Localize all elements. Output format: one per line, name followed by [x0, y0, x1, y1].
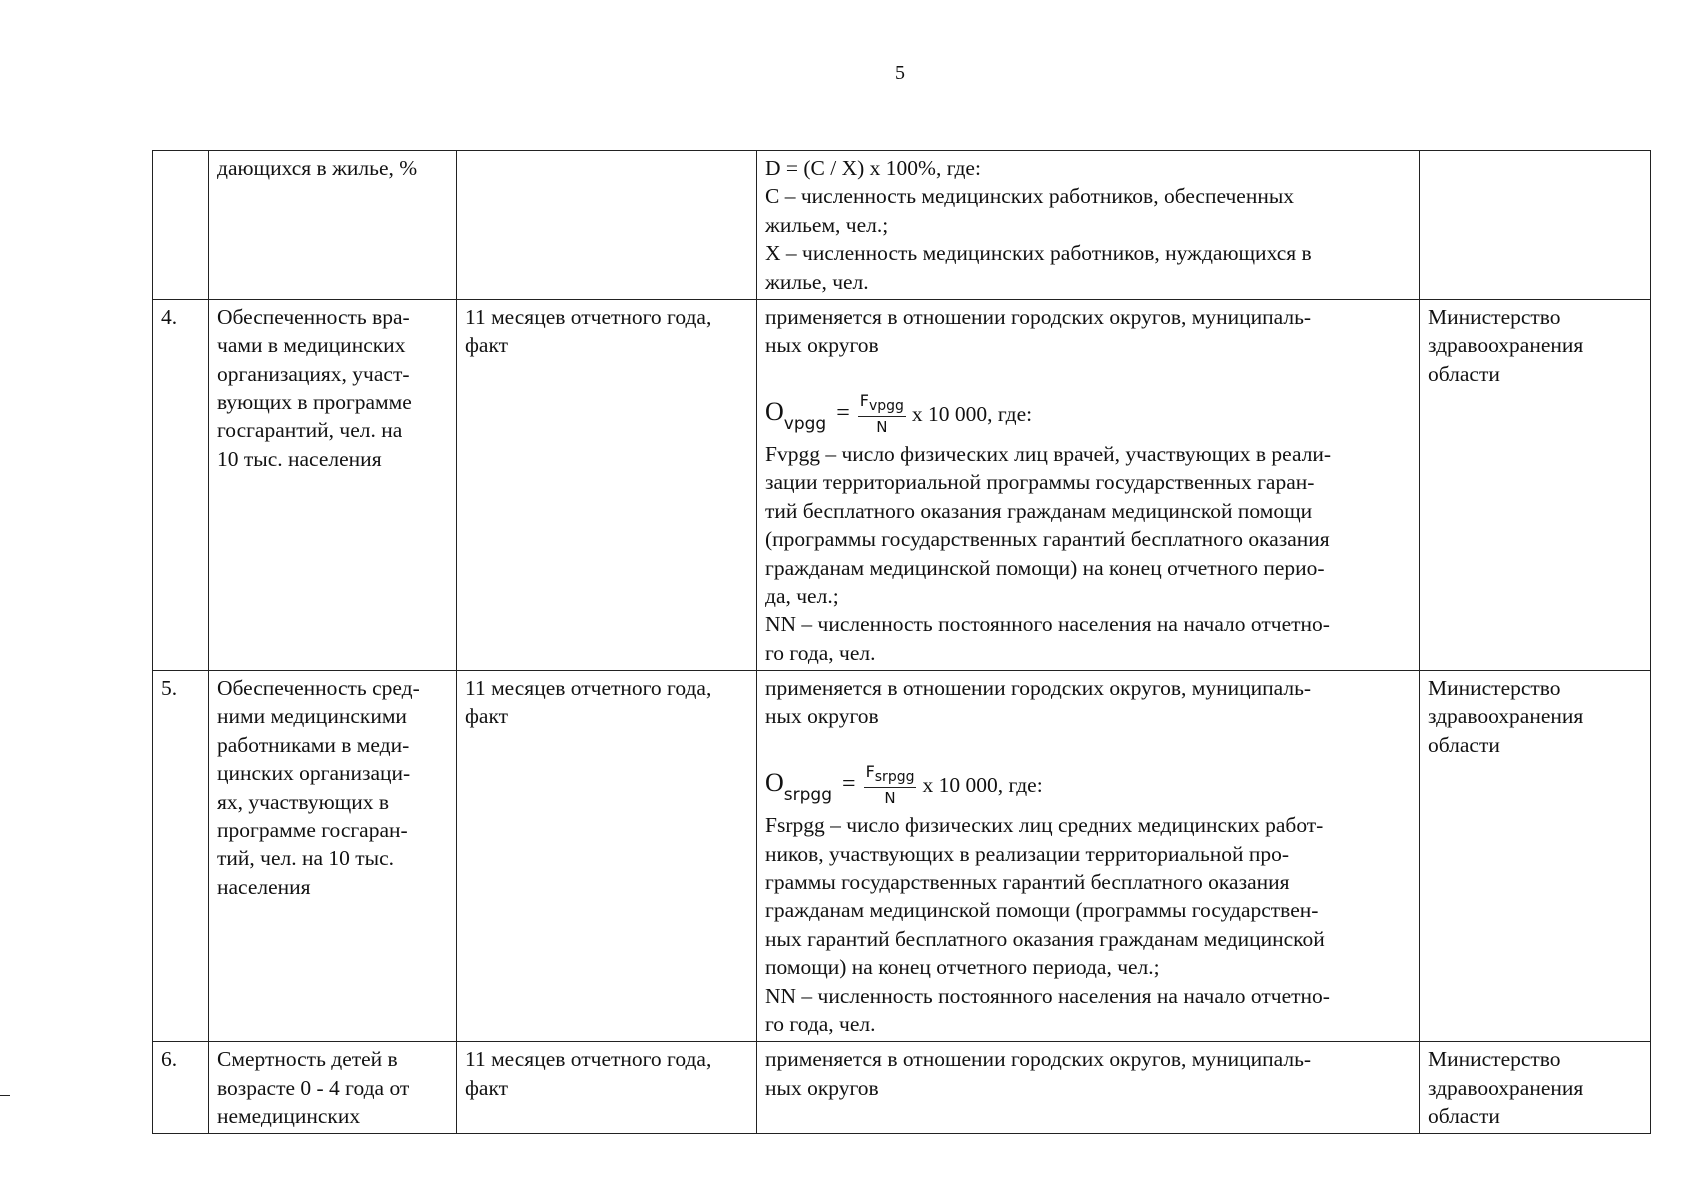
period-line: факт — [465, 704, 509, 729]
indicator-name-line: Обеспеченность вра- — [217, 304, 410, 329]
responsible-line: области — [1428, 732, 1500, 757]
indicator-name-line: вующих в программе — [217, 390, 412, 414]
formula-fraction — [858, 390, 906, 438]
indicator-name-cell — [209, 299, 457, 670]
period-cell — [457, 1042, 757, 1134]
formula-lhs: $O_{vpgg}$ — [765, 397, 827, 435]
indicator-name-line: 10 тыс. населения — [217, 446, 382, 471]
period-line: 11 месяцев отчетного года, — [465, 676, 712, 701]
responsible-cell — [1420, 671, 1651, 1042]
indicator-name-line: цинских организаци- — [217, 761, 411, 786]
fraction-denominator: N — [884, 789, 896, 808]
indicator-name-line: тий, чел. на 10 тыс. — [217, 846, 395, 871]
indicator-name-line: работниками в меди- — [217, 732, 410, 757]
method-line: жильем, чел.; — [765, 212, 889, 237]
method-line: помощи) на конец отчетного периода, чел.; — [765, 955, 1160, 980]
indicator-name-line: чами в медицинских — [217, 333, 406, 358]
method-line: NN – численность постоянного населения на начало отчетно- — [765, 983, 1330, 1008]
period-line: факт — [465, 1075, 509, 1100]
method-line: NN – численность постоянного населения на начало отчетно- — [765, 612, 1330, 637]
responsible-cell — [1420, 1042, 1651, 1134]
row-number: 6. — [161, 1047, 178, 1072]
responsible-cell — [1420, 151, 1651, 300]
fraction-bar — [858, 416, 906, 417]
method-line: X – численность медицинских работников, нуждающихся в — [765, 241, 1312, 266]
method-line: D = (C / X) x 100%, где: — [765, 156, 981, 180]
method-line: ников, участвующих в реализации территориальной про- — [765, 841, 1290, 866]
indicator-name-line: Обеспеченность сред- — [217, 676, 420, 701]
period-cell — [457, 299, 757, 670]
method-intro-line: применяется в отношении городских округов, муниципаль- — [765, 676, 1312, 701]
method-line: Fsrpgg – число физических лиц средних медицинских работ- — [765, 813, 1324, 838]
method-line: го года, чел. — [765, 640, 876, 665]
indicator-name-line: программе госгаран- — [217, 817, 408, 842]
indicator-name-line: немедицинских — [217, 1104, 361, 1129]
method-line: C – численность медицинских работников, обеспеченных — [765, 184, 1295, 209]
method-intro-line: применяется в отношении городских округов, муниципаль- — [765, 304, 1312, 329]
method-intro-line: ных округов — [765, 704, 879, 729]
formula-vpgg — [765, 390, 1411, 438]
fraction-denominator: N — [876, 418, 888, 437]
page-number: 5 — [895, 62, 905, 84]
row-number: 4. — [161, 304, 178, 329]
period-line: 11 месяцев отчетного года, — [465, 1047, 712, 1072]
method-cell — [757, 1042, 1420, 1134]
period-cell — [457, 671, 757, 1042]
row-number-cell — [153, 299, 209, 670]
responsible-line: здравоохранения — [1428, 333, 1584, 358]
method-line: да, чел.; — [765, 583, 839, 608]
method-line: зации территориальной программы государственных гаран- — [765, 470, 1315, 495]
responsible-line: области — [1428, 1104, 1500, 1129]
indicator-name-line: Смертность детей в — [217, 1047, 398, 1072]
row-number-cell — [153, 671, 209, 1042]
fraction-bar — [864, 787, 917, 788]
method-line: го года, чел. — [765, 1011, 876, 1036]
formula-tail: x 10 000, где: — [922, 772, 1043, 797]
period-line: факт — [465, 333, 509, 358]
responsible-line: Министерство — [1428, 676, 1561, 701]
row-number-cell — [153, 151, 209, 300]
table-row — [153, 671, 1651, 1042]
fraction-numerator: $F_{srpgg}$ — [865, 761, 915, 786]
period-line: 11 месяцев отчетного года, — [465, 304, 712, 329]
margin-mark — [0, 1095, 10, 1096]
row-number: 5. — [161, 676, 178, 701]
fraction-numerator: $F_{vpgg}$ — [859, 390, 904, 414]
period-cell — [457, 151, 757, 300]
formula-equals: = — [842, 771, 856, 798]
responsible-line: здравоохранения — [1428, 704, 1584, 729]
responsible-line: области — [1428, 361, 1500, 386]
indicator-name-line: возрасте 0 - 4 года от — [217, 1075, 410, 1100]
indicator-name-line: госгарантий, чел. на — [217, 418, 403, 443]
method-line: Fvpgg – число физических лиц врачей, участвующих в реали- — [765, 442, 1332, 467]
formula-srpgg — [765, 761, 1411, 809]
formula-fraction — [864, 761, 917, 809]
method-cell — [757, 299, 1420, 670]
indicator-name-line: дающихся в жилье, % — [217, 156, 418, 180]
formula-lhs: $O_{srpgg}$ — [765, 768, 833, 806]
row-number-cell — [153, 1042, 209, 1134]
method-cell — [757, 671, 1420, 1042]
method-line: граммы государственных гарантий бесплатного оказания — [765, 870, 1290, 895]
method-intro-line: применяется в отношении городских округов, муниципаль- — [765, 1047, 1312, 1072]
table-row — [153, 299, 1651, 670]
indicator-name-cell — [209, 151, 457, 300]
method-cell — [757, 151, 1420, 300]
indicator-name-line: ях, участвующих в — [217, 789, 389, 814]
method-line: гражданам медицинской помощи (программы государствен- — [765, 898, 1319, 923]
method-intro-line: ных округов — [765, 333, 879, 358]
method-line: (программы государственных гарантий бесплатного оказания — [765, 527, 1330, 552]
formula-equals: = — [836, 400, 850, 427]
responsible-line: Министерство — [1428, 1047, 1561, 1072]
formula-tail: x 10 000, где: — [911, 401, 1033, 426]
responsible-line: Министерство — [1428, 304, 1561, 329]
table-row — [153, 1042, 1651, 1134]
method-line: гражданам медицинской помощи) на конец отчетного перио- — [765, 555, 1325, 580]
method-line: жилье, чел. — [765, 269, 869, 294]
indicators-table — [152, 150, 1651, 1134]
indicator-name-cell — [209, 1042, 457, 1134]
method-intro-line: ных округов — [765, 1075, 879, 1100]
indicator-name-line: населения — [217, 874, 311, 899]
table-row — [153, 151, 1651, 300]
indicator-name-line: организациях, участ- — [217, 361, 410, 386]
method-line: ных гарантий бесплатного оказания гражданам медицинской — [765, 926, 1325, 951]
method-line: тий бесплатного оказания гражданам медицинской помощи — [765, 498, 1313, 523]
responsible-cell — [1420, 299, 1651, 670]
indicator-name-cell — [209, 671, 457, 1042]
indicator-name-line: ними медицинскими — [217, 704, 407, 729]
responsible-line: здравоохранения — [1428, 1075, 1584, 1100]
